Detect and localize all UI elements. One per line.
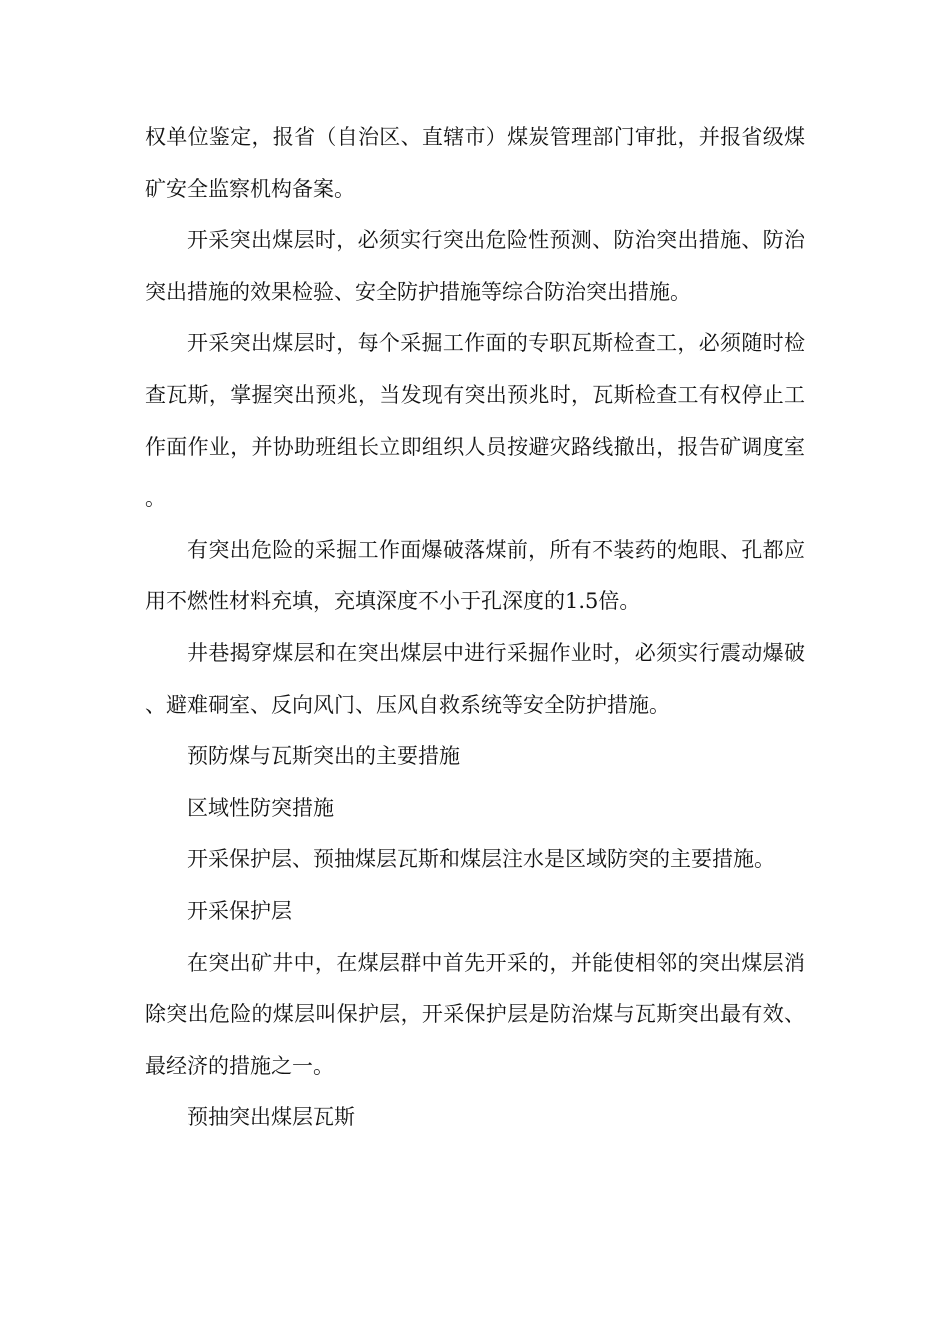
section-heading-regional-measures: 区域性防突措施: [187, 795, 334, 820]
paragraph-1: 权单位鉴定，报省（自治区、直辖市）煤炭管理部门审批，并报省级煤矿安全监察机构备案。: [145, 125, 805, 201]
paragraph-5: 井巷揭穿煤层和在突出煤层中进行采掘作业时，必须实行震动爆破、避难硐室、反向风门、压风自救系统等安全防护措施。: [145, 640, 805, 717]
paragraph-2: 开采突出煤层时，必须实行突出危险性预测、防治突出措施、防治突出措施的效果检验、安全防护措施等综合防治突出措施。: [145, 228, 805, 304]
paragraph-3: 开采突出煤层时，每个采掘工作面的专职瓦斯检查工，必须随时检查瓦斯，掌握突出预兆，当发现有突出预兆时，瓦斯检查工有权停止工作面作业，并协助班组长立即组织人员按避灾路线撤出，报告矿调度室。: [145, 331, 805, 511]
section-heading-gas-drainage: 预抽突出煤层瓦斯: [187, 1105, 355, 1130]
section-heading-main-measures: 预防煤与瓦斯突出的主要措施: [187, 744, 460, 769]
document-page: [145, 112, 805, 1144]
paragraph-8: 开采保护层、预抽煤层瓦斯和煤层注水是区域防突的主要措施。: [187, 847, 775, 872]
paragraph-4: 有突出危险的采掘工作面爆破落煤前，所有不装药的炮眼、孔都应用不燃性材料充填，充填深度不小于孔深度的1.5倍。: [145, 537, 805, 614]
section-heading-protective-layer: 开采保护层: [187, 898, 292, 923]
paragraph-10: 在突出矿井中，在煤层群中首先开采的，并能使相邻的突出煤层消除突出危险的煤层叫保护层，开采保护层是防治煤与瓦斯突出最有效、最经济的措施之一。: [145, 950, 805, 1078]
